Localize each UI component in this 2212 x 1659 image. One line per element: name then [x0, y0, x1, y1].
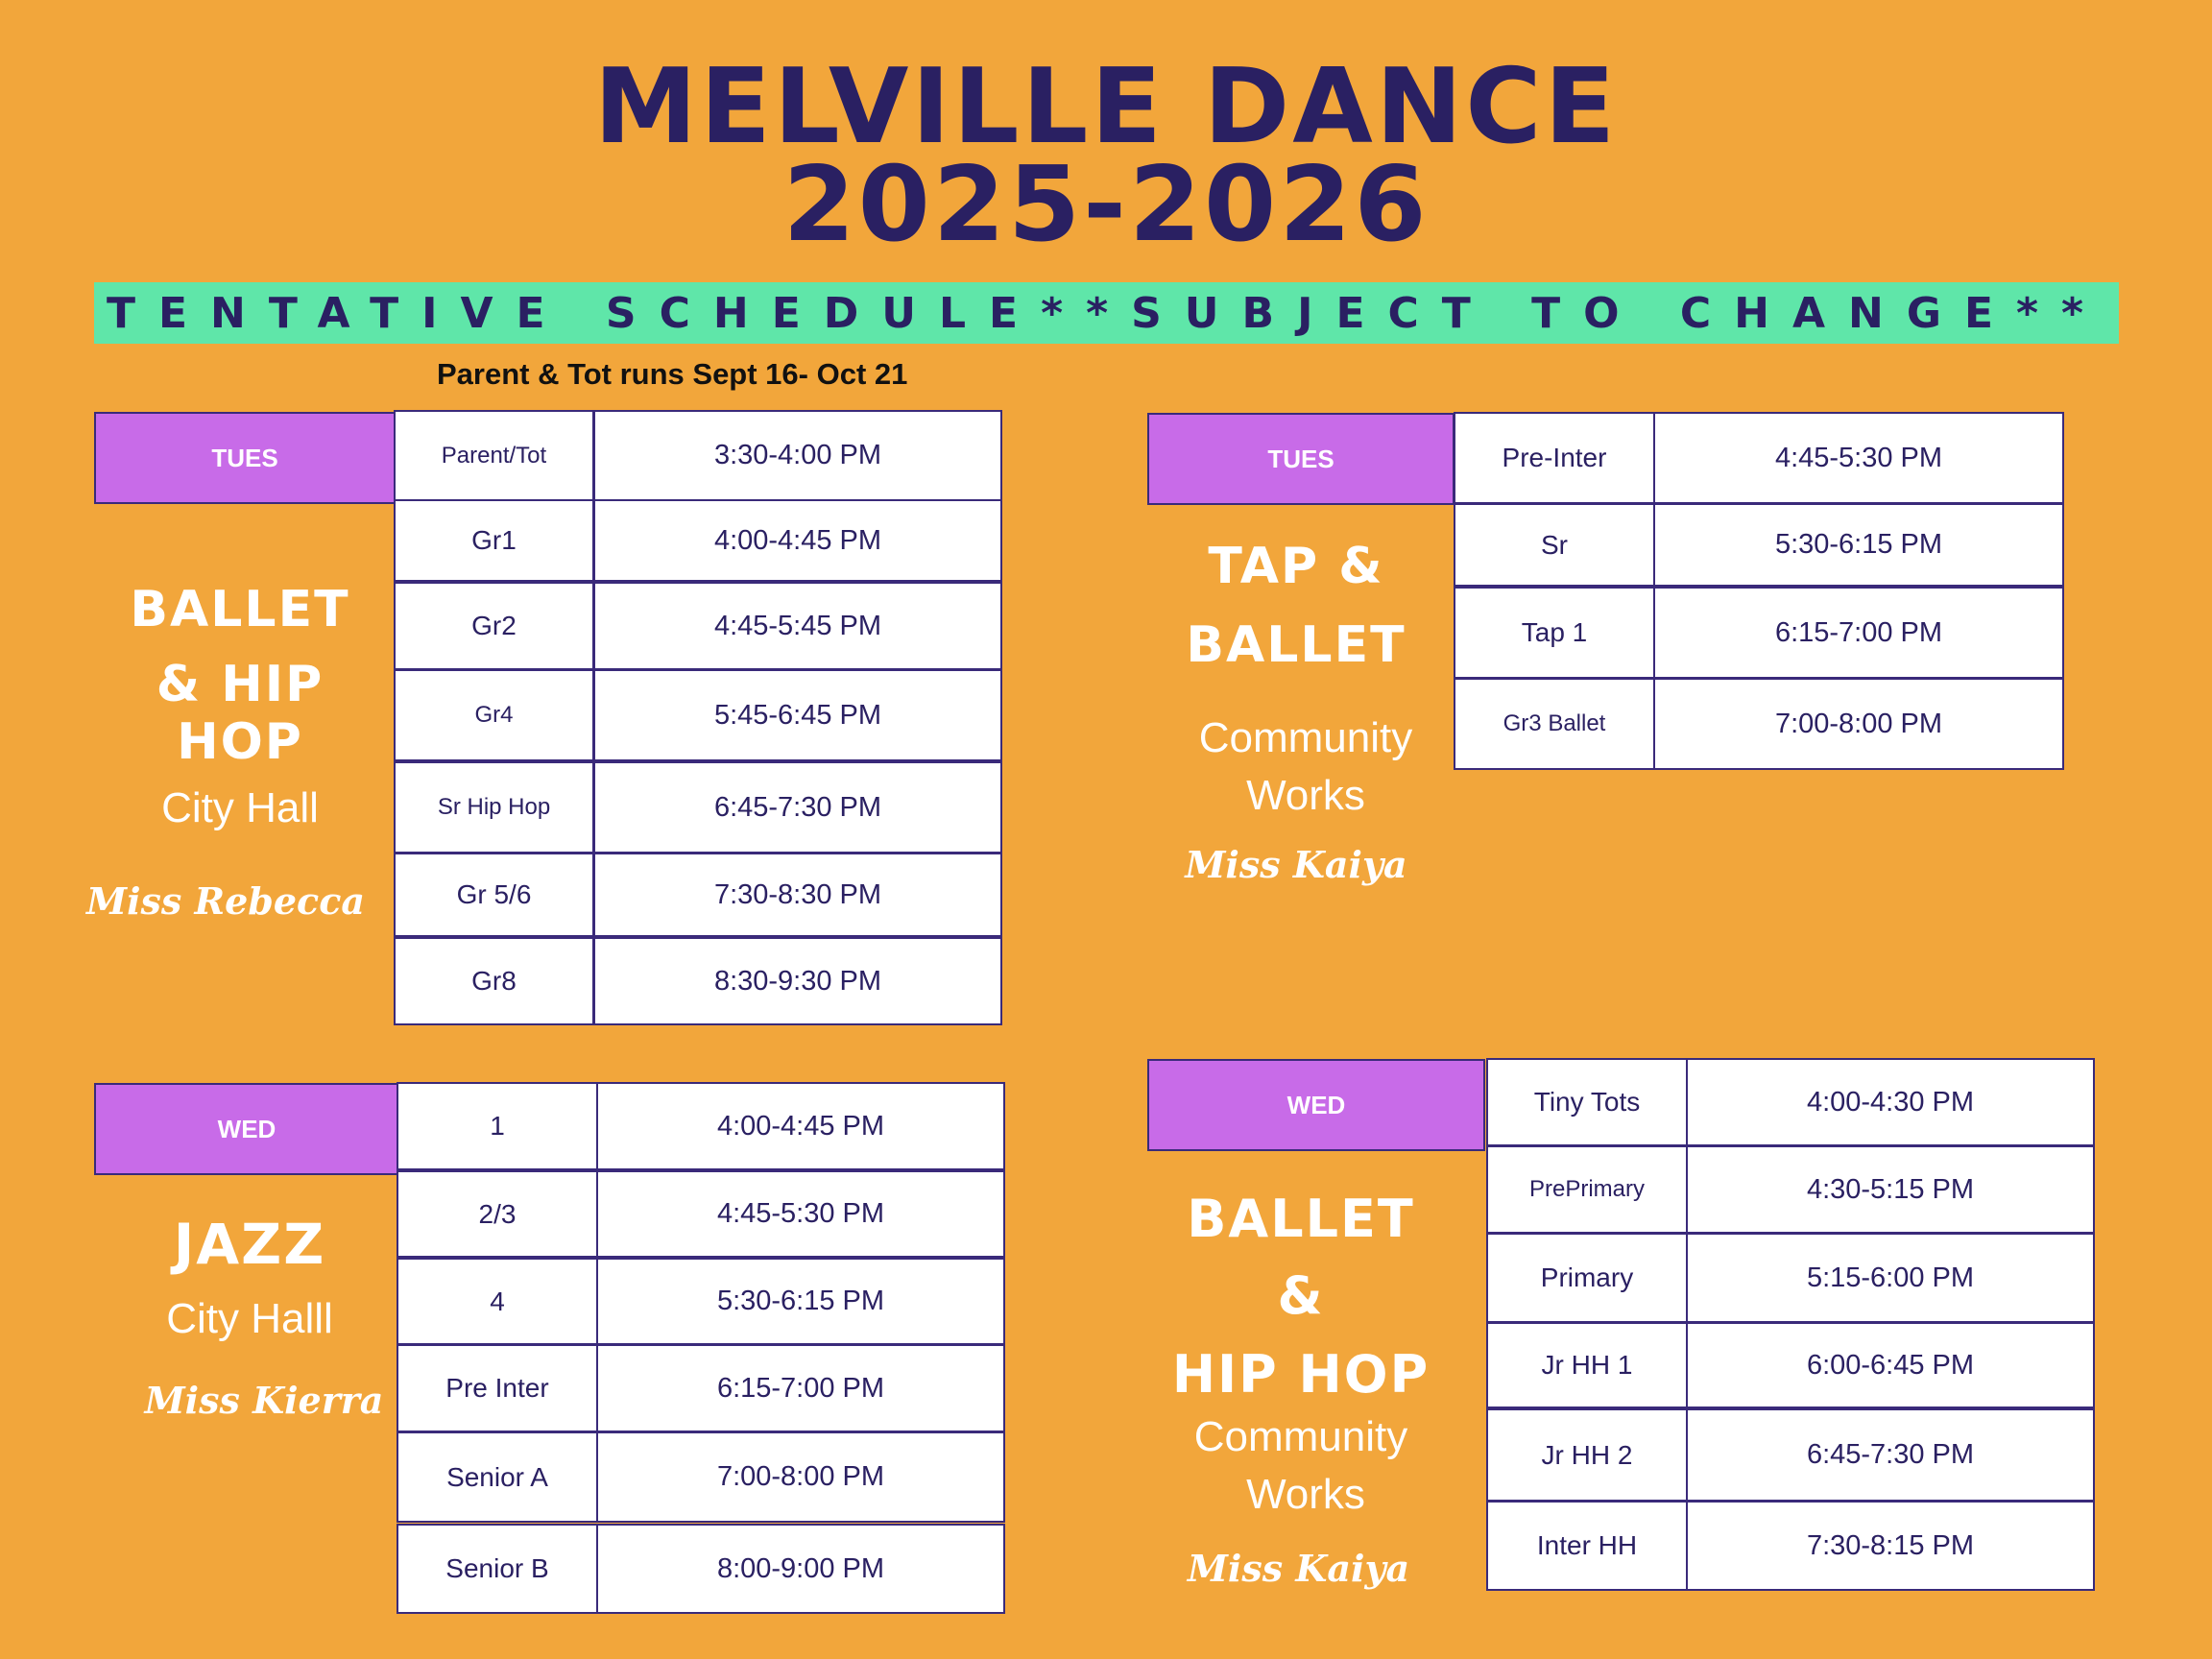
time-cell: 7:30-8:15 PM — [1686, 1501, 2095, 1591]
teacher-name: Miss Kaiya — [1185, 843, 1407, 886]
time-cell: 4:30-5:15 PM — [1686, 1145, 2095, 1234]
class-cell: Pre Inter — [397, 1344, 598, 1432]
time-cell: 6:15-7:00 PM — [596, 1344, 1005, 1432]
class-cell: Sr Hip Hop — [394, 761, 594, 854]
class-cell: 4 — [397, 1258, 598, 1345]
class-cell: PrePrimary — [1486, 1145, 1688, 1234]
class-cell: Inter HH — [1486, 1501, 1688, 1591]
time-cell: 4:00-4:30 PM — [1686, 1058, 2095, 1146]
class-cell: Senior A — [397, 1431, 598, 1523]
day-label: WED — [1147, 1059, 1485, 1151]
page-title-line-2: 2025-2026 — [782, 145, 1430, 265]
class-cell: Primary — [1486, 1233, 1688, 1323]
class-cell: Sr — [1454, 503, 1655, 587]
class-cell: Gr8 — [394, 937, 594, 1025]
day-label: TUES — [1147, 413, 1455, 505]
location-label: City Halll — [166, 1295, 333, 1342]
teacher-name: Miss Rebecca — [86, 879, 365, 923]
time-cell: 6:45-7:30 PM — [1686, 1408, 2095, 1502]
time-cell: 7:30-8:30 PM — [593, 853, 1002, 937]
block-heading-line: BALLET — [1186, 616, 1407, 674]
class-cell: Gr 5/6 — [394, 853, 594, 937]
block-heading-line: TAP & — [1208, 538, 1384, 595]
class-cell: 1 — [397, 1082, 598, 1170]
time-cell: 7:00-8:00 PM — [596, 1431, 1005, 1523]
day-label: TUES — [94, 412, 396, 504]
time-cell: 5:30-6:15 PM — [1653, 503, 2064, 587]
parent-tot-note: Parent & Tot runs Sept 16- Oct 21 — [437, 357, 908, 391]
class-cell: Jr HH 1 — [1486, 1322, 1688, 1408]
class-cell: Pre-Inter — [1454, 412, 1655, 504]
time-cell: 5:15-6:00 PM — [1686, 1233, 2095, 1323]
time-cell: 4:45-5:30 PM — [596, 1170, 1005, 1258]
class-cell: 2/3 — [397, 1170, 598, 1258]
tentative-schedule-banner: TENTATIVE SCHEDULE**SUBJECT TO CHANGE** — [94, 282, 2119, 344]
time-cell: 6:00-6:45 PM — [1686, 1322, 2095, 1408]
block-heading-line: & — [1277, 1265, 1325, 1326]
block-heading-line: HIP HOP — [1171, 1344, 1431, 1405]
block-heading-line: BALLET — [1187, 1189, 1415, 1249]
class-cell: Gr1 — [394, 499, 594, 582]
time-cell: 4:45-5:30 PM — [1653, 412, 2064, 504]
location-label: Community — [1198, 714, 1413, 761]
class-cell: Tiny Tots — [1486, 1058, 1688, 1146]
class-cell: Senior B — [397, 1524, 598, 1614]
teacher-name: Miss Kierra — [144, 1379, 384, 1422]
class-cell: Parent/Tot — [394, 410, 594, 501]
class-cell: Gr2 — [394, 582, 594, 670]
class-cell: Gr4 — [394, 669, 594, 761]
class-cell: Jr HH 2 — [1486, 1408, 1688, 1502]
class-cell: Tap 1 — [1454, 587, 1655, 679]
class-cell: Gr3 Ballet — [1454, 678, 1655, 770]
day-label: WED — [94, 1083, 399, 1175]
location-label: Works — [1246, 1471, 1365, 1518]
time-cell: 8:00-9:00 PM — [596, 1524, 1005, 1614]
time-cell: 4:45-5:45 PM — [593, 582, 1002, 670]
time-cell: 6:15-7:00 PM — [1653, 587, 2064, 679]
location-label: Works — [1246, 772, 1365, 819]
location-label: City Hall — [161, 784, 319, 831]
time-cell: 6:45-7:30 PM — [593, 761, 1002, 854]
block-heading-line: & HIP HOP — [156, 656, 325, 771]
time-cell: 4:00-4:45 PM — [593, 499, 1002, 582]
time-cell: 5:30-6:15 PM — [596, 1258, 1005, 1345]
location-label: Community — [1193, 1413, 1408, 1460]
page-title-line-1: MELVILLE DANCE — [593, 47, 1619, 167]
time-cell: 5:45-6:45 PM — [593, 669, 1002, 761]
time-cell: 3:30-4:00 PM — [593, 410, 1002, 501]
time-cell: 8:30-9:30 PM — [593, 937, 1002, 1025]
time-cell: 7:00-8:00 PM — [1653, 678, 2064, 770]
block-heading-line: BALLET — [130, 581, 350, 638]
block-heading-line: JAZZ — [173, 1212, 326, 1277]
time-cell: 4:00-4:45 PM — [596, 1082, 1005, 1170]
teacher-name: Miss Kaiya — [1187, 1547, 1410, 1590]
